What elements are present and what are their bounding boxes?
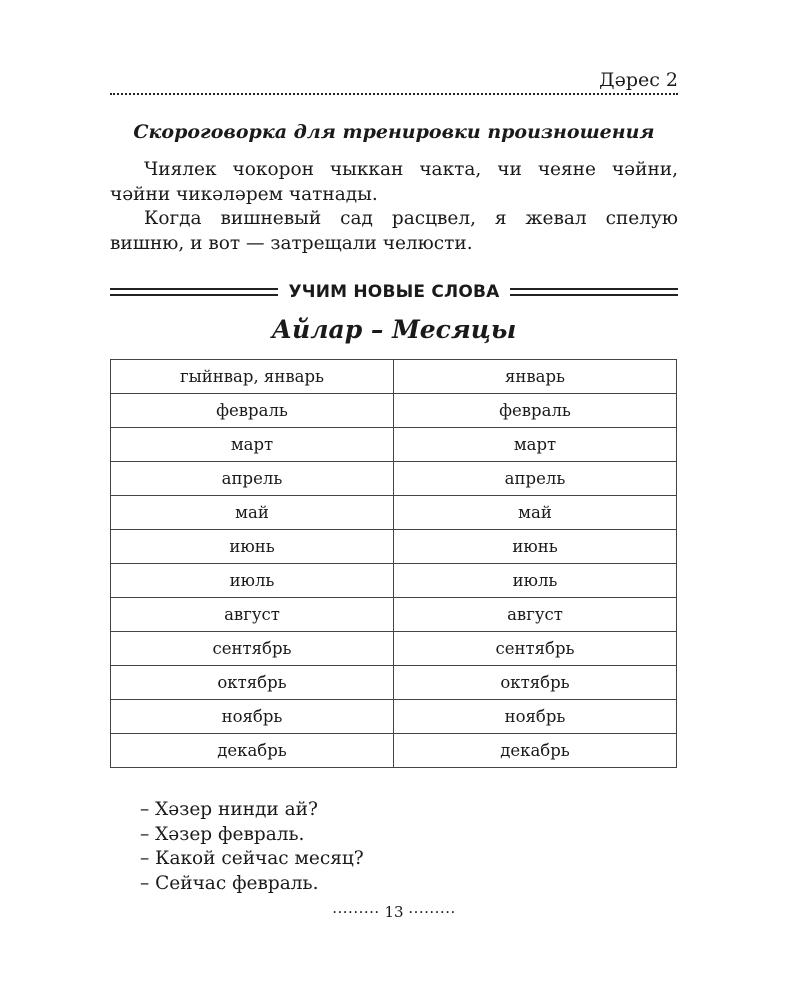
table-row [111,632,677,666]
month-tatar-cell: гыйнвар, январь [111,360,394,394]
table-row [111,496,677,530]
table-row [111,360,677,394]
tongue-twister-tatar: Чиялек чокорон чыккан чакта, чи чеяне чәйни, чәйни чикәләрем чатнады. [110,159,678,205]
table-row [111,564,677,598]
dialogue-tatar [140,797,660,847]
month-russian-cell: май [394,496,677,530]
month-russian-cell: август [394,598,677,632]
month-russian-cell: декабрь [394,734,677,768]
header-dotted-rule [110,93,678,95]
month-tatar-cell: сентябрь [111,632,394,666]
tongue-twister-russian: Когда вишневый сад расцвел, я жевал спелую вишню, и вот — затрещали челюсти. [110,208,678,254]
month-russian-cell: февраль [394,394,677,428]
table-row [111,700,677,734]
dialogue-line: – Сейчас февраль. [140,873,319,894]
month-tatar-cell: июнь [111,530,394,564]
month-tatar-cell: март [111,428,394,462]
month-russian-cell: июнь [394,530,677,564]
section-banner [110,280,678,304]
footer-dots-right: ········· [408,903,456,921]
table-row [111,734,677,768]
dialogue-line: – Хәзер февраль. [140,824,305,845]
month-tatar-cell: апрель [111,462,394,496]
table-row [111,666,677,700]
month-russian-cell: июль [394,564,677,598]
table-row [111,394,677,428]
months-table [110,359,677,768]
month-russian-cell: сентябрь [394,632,677,666]
table-row [111,598,677,632]
month-tatar-cell: ноябрь [111,700,394,734]
month-tatar-cell: июль [111,564,394,598]
month-tatar-cell: декабрь [111,734,394,768]
month-russian-cell: октябрь [394,666,677,700]
month-russian-cell: март [394,428,677,462]
page-footer [110,902,678,922]
month-russian-cell: апрель [394,462,677,496]
page-number: 13 [384,903,404,921]
banner-rule-left [110,288,278,296]
table-row [111,462,677,496]
dialogue-russian [140,846,660,896]
month-tatar-cell: май [111,496,394,530]
months-title: Айлар – Месяцы [271,315,517,344]
dialogue-line: – Какой сейчас месяц? [140,848,364,869]
table-row [111,530,677,564]
month-russian-cell: ноябрь [394,700,677,734]
tongue-twister-title: Скороговорка для тренировки произношения [133,121,655,143]
month-tatar-cell: февраль [111,394,394,428]
month-tatar-cell: август [111,598,394,632]
footer-dots-left: ········· [332,903,380,921]
month-russian-cell: январь [394,360,677,394]
dialogue-line: – Хәзер нинди ай? [140,799,318,820]
banner-rule-right [510,288,678,296]
lesson-label: Дәрес 2 [599,69,678,91]
section-banner-label: УЧИМ НОВЫЕ СЛОВА [288,282,500,302]
month-tatar-cell: октябрь [111,666,394,700]
table-row [111,428,677,462]
